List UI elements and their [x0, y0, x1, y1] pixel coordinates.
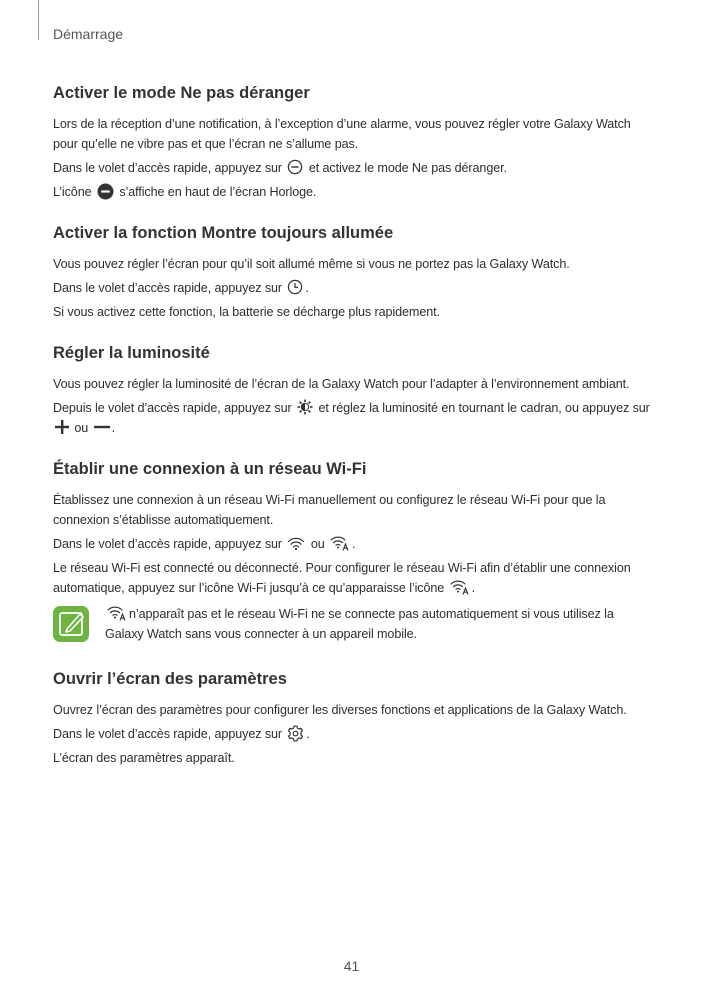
- section-title: Établir une connexion à un réseau Wi-Fi: [53, 460, 367, 478]
- plus-icon: [55, 420, 69, 434]
- running-header: Démarrage: [53, 26, 124, 42]
- page-number: 41: [343, 958, 360, 974]
- section-wifi: [53, 458, 653, 648]
- paragraph: Dans le volet d’accès rapide, appuyez sur .: [53, 281, 309, 295]
- do-not-disturb-filled-icon: [97, 183, 114, 200]
- section-brightness: [53, 342, 653, 438]
- paragraph: L’icône s’affiche en haut de l’écran Horloge.: [53, 182, 653, 202]
- wifi-auto-icon: [450, 579, 470, 595]
- section-do-not-disturb: [53, 82, 653, 202]
- section-title: Ouvrir l’écran des paramètres: [53, 670, 287, 688]
- minus-icon: [94, 420, 110, 434]
- paragraph: Le réseau Wi-Fi est connecté ou déconnecté. Pour configurer le réseau Wi-Fi afin d’établir une connexion automatique, appuyez sur l’icône Wi-Fi jusqu’à ce qu’apparaisse l’icône .: [53, 561, 631, 595]
- page-content: [53, 82, 653, 788]
- paragraph: Vous pouvez régler l’écran pour qu’il soit allumé même si vous ne portez pas la Galaxy Watch.: [53, 257, 570, 271]
- wifi-icon: [287, 536, 305, 551]
- paragraph: Si vous activez cette fonction, la batterie se décharge plus rapidement.: [53, 305, 440, 319]
- wifi-auto-icon: [107, 605, 127, 621]
- section-title: Activer le mode Ne pas déranger: [53, 84, 310, 102]
- header-rule: [38, 0, 39, 40]
- section-title: Régler la luminosité: [53, 344, 210, 362]
- paragraph: Dans le volet d’accès rapide, appuyez sur ou .: [53, 537, 356, 551]
- section-settings: [53, 668, 653, 768]
- note-text: n’apparaît pas et le réseau Wi-Fi ne se connecte pas automatiquement si vous utilisez la Galaxy Watch sans vous connecter à un appareil mobile.: [105, 607, 614, 641]
- paragraph: Dans le volet d’accès rapide, appuyez sur .: [53, 724, 653, 744]
- paragraph: Établissez une connexion à un réseau Wi-Fi manuellement ou configurez le réseau Wi-Fi pour que la connexion s’établisse automatiquement.: [53, 493, 606, 527]
- paragraph: Depuis le volet d’accès rapide, appuyez sur et réglez la luminosité en tournant le cadran, ou appuyez sur ou .: [53, 401, 650, 435]
- paragraph: Ouvrez l’écran des paramètres pour configurer les diverses fonctions et applications de la Galaxy Watch.: [53, 703, 627, 717]
- clock-icon: [287, 279, 303, 295]
- section-always-on: [53, 222, 653, 322]
- wifi-auto-icon: [330, 535, 350, 551]
- paragraph: Lors de la réception d’une notification, à l’exception d’une alarme, vous pouvez régler votre Galaxy Watch pour qu’elle ne vibre pas et que l’écran ne s’allume pas.: [53, 117, 631, 151]
- paragraph: Vous pouvez régler la luminosité de l’écran de la Galaxy Watch pour l’adapter à l’environnement ambiant.: [53, 377, 630, 391]
- do-not-disturb-outline-icon: [287, 159, 303, 175]
- note-box: [53, 604, 653, 648]
- section-title: Activer la fonction Montre toujours allumée: [53, 224, 394, 242]
- paragraph: Dans le volet d’accès rapide, appuyez sur et activez le mode Ne pas déranger.: [53, 161, 507, 175]
- note-pencil-icon: [53, 606, 89, 642]
- brightness-icon: [297, 399, 313, 415]
- settings-gear-icon: [287, 725, 304, 742]
- paragraph: L’écran des paramètres apparaît.: [53, 751, 235, 765]
